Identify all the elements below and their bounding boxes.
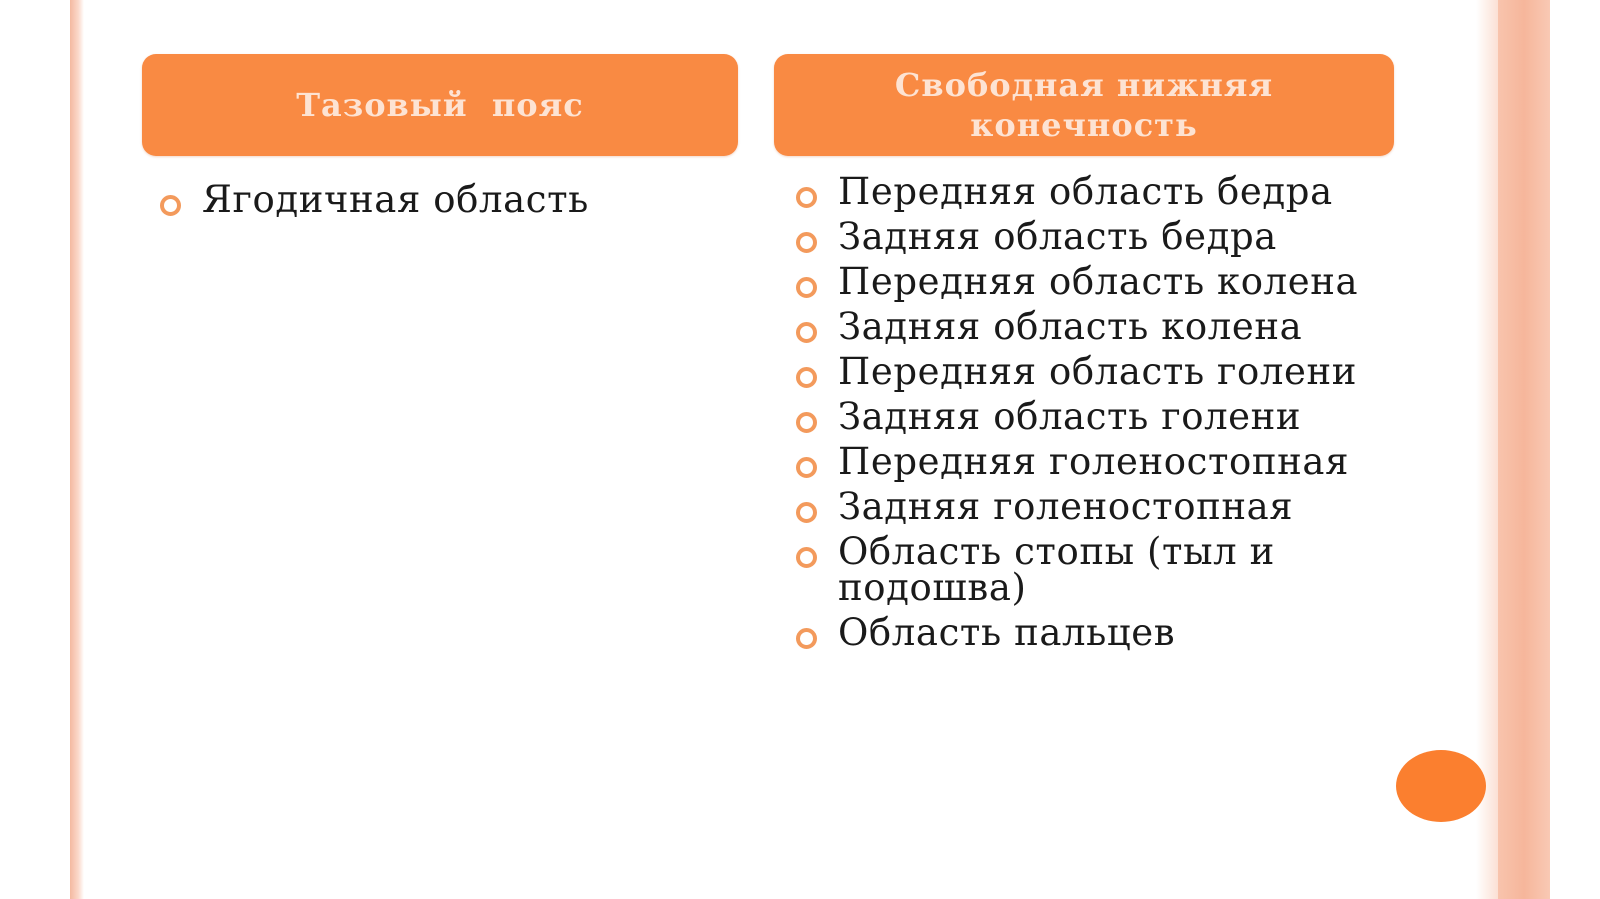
free-lower-limb-header	[774, 54, 1394, 156]
list-item	[796, 611, 1386, 654]
list-item-text: Передняя область бедра	[838, 170, 1333, 213]
pelvic-girdle-header	[142, 54, 738, 156]
ring-bullet-icon	[796, 232, 817, 253]
list-item	[796, 485, 1386, 528]
list-item-text: Область пальцев	[838, 611, 1176, 654]
ring-bullet-icon	[796, 502, 817, 523]
list-item	[796, 350, 1386, 393]
list-item	[796, 260, 1386, 303]
list-item	[796, 440, 1386, 483]
list-item-text: Передняя область голени	[838, 350, 1358, 393]
list-item-text: Ягодичная область	[202, 178, 589, 221]
decorative-circle-icon	[1396, 750, 1486, 822]
slide-frame-right	[1498, 0, 1550, 899]
slide-frame-left	[70, 0, 84, 899]
list-item-text: Область стопы (тыл и подошва)	[838, 530, 1275, 609]
ring-bullet-icon	[160, 195, 181, 216]
ring-bullet-icon	[796, 457, 817, 478]
list-item	[796, 395, 1386, 438]
list-item	[796, 305, 1386, 348]
list-item-text: Передняя область колена	[838, 260, 1359, 303]
ring-bullet-icon	[796, 628, 817, 649]
list-item	[796, 215, 1386, 258]
ring-bullet-icon	[796, 187, 817, 208]
free-lower-limb-title: Свободная нижняя конечность	[894, 66, 1274, 144]
list-item-text: Передняя голеностопная	[838, 440, 1350, 483]
list-item-text: Задняя область колена	[838, 305, 1303, 348]
ring-bullet-icon	[796, 277, 817, 298]
list-item	[796, 530, 1386, 609]
list-item	[796, 170, 1386, 213]
ring-bullet-icon	[796, 367, 817, 388]
ring-bullet-icon	[796, 322, 817, 343]
free-lower-limb-list	[796, 170, 1386, 660]
ring-bullet-icon	[796, 547, 817, 568]
slide-frame-right-inner	[1476, 0, 1498, 899]
ring-bullet-icon	[796, 412, 817, 433]
pelvic-girdle-title: Тазовый пояс	[296, 86, 584, 124]
list-item-text: Задняя область бедра	[838, 215, 1277, 258]
slide-margin-right	[1550, 0, 1600, 899]
list-item-text: Задняя область голени	[838, 395, 1302, 438]
list-item-text: Задняя голеностопная	[838, 485, 1294, 528]
pelvic-girdle-list	[160, 178, 720, 221]
list-item	[160, 178, 720, 221]
